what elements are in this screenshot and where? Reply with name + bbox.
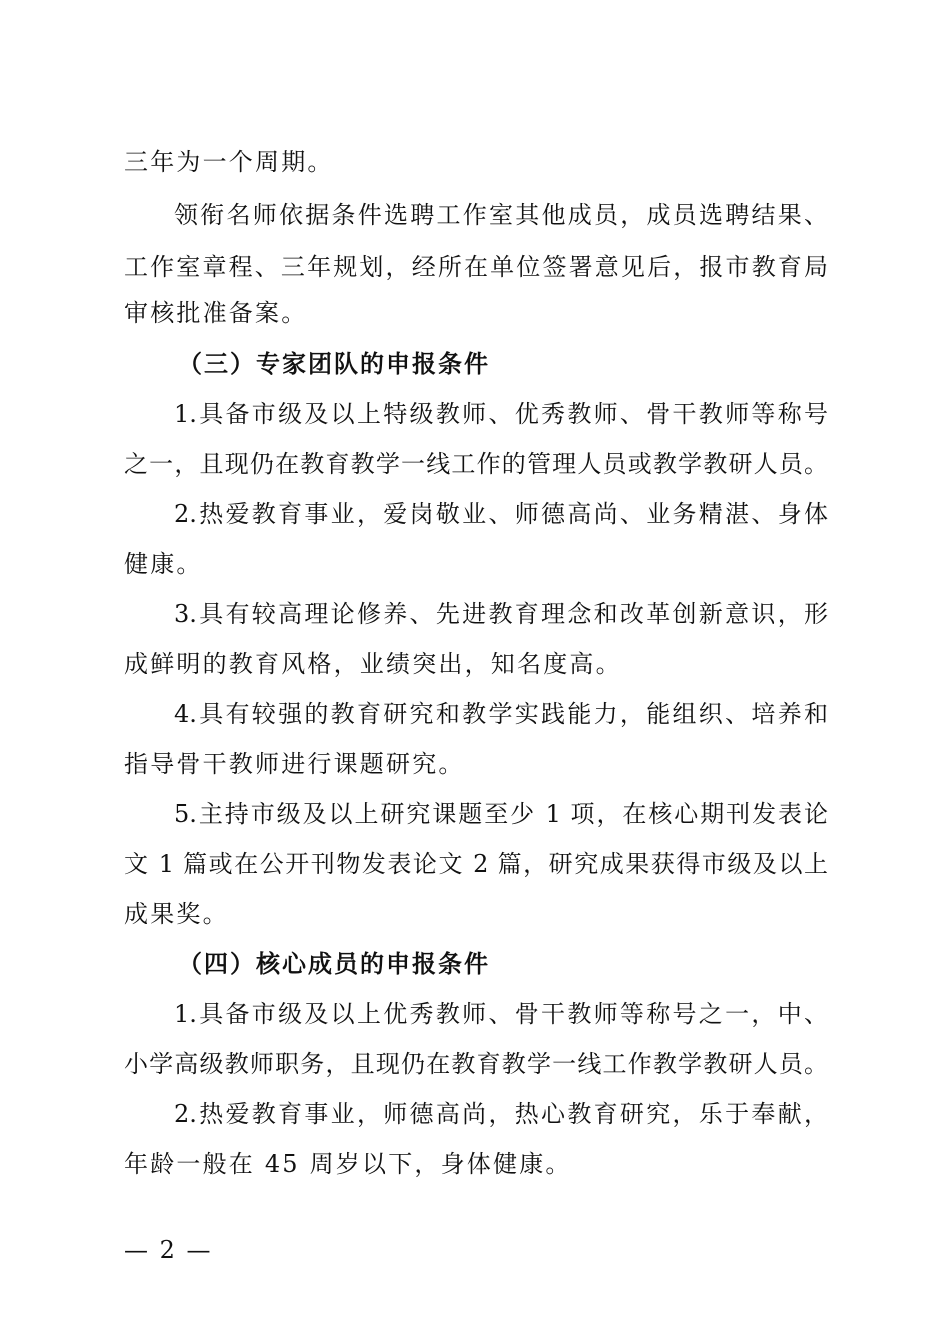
- text-line: 领衔名师依据条件选聘工作室其他成员，成员选聘结果、: [174, 201, 828, 229]
- text-line: 成果奖。: [124, 900, 229, 928]
- section-heading-3: （三）专家团队的申报条件: [178, 349, 490, 378]
- text-line: 工作室章程、三年规划，经所在单位签署意见后，报市教育局: [124, 253, 828, 281]
- text-line: 文 1 篇或在公开刊物发表论文 2 篇，研究成果获得市级及以上: [124, 850, 828, 878]
- text-line: 小学高级教师职务，且现仍在教育教学一线工作教学教研人员。: [124, 1050, 828, 1078]
- text-line: 指导骨干教师进行课题研究。: [124, 750, 465, 778]
- text-line: 2.热爱教育事业，爱岗敬业、师德高尚、业务精湛、身体: [174, 500, 828, 528]
- text-line: 审核批准备案。: [124, 299, 308, 327]
- text-line: 年龄一般在 45 周岁以下，身体健康。: [124, 1150, 572, 1178]
- text-line: 成鲜明的教育风格，业绩突出，知名度高。: [124, 650, 622, 678]
- text-line: 5.主持市级及以上研究课题至少 1 项，在核心期刊发表论: [174, 800, 828, 828]
- text-line: 之一，且现仍在教育教学一线工作的管理人员或教学教研人员。: [124, 450, 828, 478]
- text-line: 健康。: [124, 550, 203, 578]
- text-line: 3.具有较高理论修养、先进教育理念和改革创新意识，形: [174, 600, 828, 628]
- text-line: 2.热爱教育事业，师德高尚，热心教育研究，乐于奉献，: [174, 1100, 828, 1128]
- text-line: 1.具备市级及以上优秀教师、骨干教师等称号之一，中、: [174, 1000, 828, 1028]
- text-line: 4.具有较强的教育研究和教学实践能力，能组织、培养和: [174, 700, 828, 728]
- text-line: 1.具备市级及以上特级教师、优秀教师、骨干教师等称号: [174, 400, 828, 428]
- page-number: — 2 —: [124, 1236, 213, 1264]
- section-heading-4: （四）核心成员的申报条件: [178, 949, 490, 978]
- text-line: 三年为一个周期。: [124, 148, 334, 176]
